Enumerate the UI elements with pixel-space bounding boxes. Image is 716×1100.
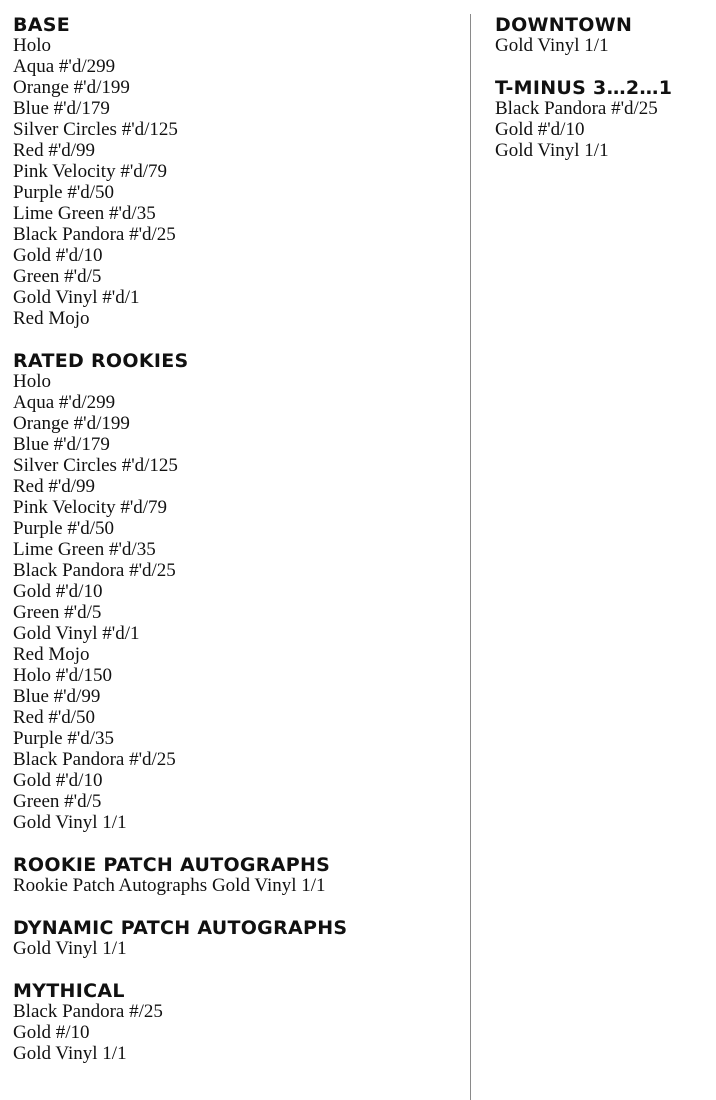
list-item: Gold #'d/10 <box>495 119 585 140</box>
list-item: Silver Circles #'d/125 <box>13 119 178 140</box>
section-rookie-patch-autographs <box>13 854 453 896</box>
list-item: Gold Vinyl 1/1 <box>13 812 127 833</box>
left-column <box>13 14 453 1085</box>
list-item: Green #'d/5 <box>13 791 102 812</box>
list-item: Purple #'d/50 <box>13 182 115 203</box>
section-heading: T-MINUS 3…2…1 <box>495 77 673 99</box>
list-item: Gold Vinyl #'d/1 <box>13 287 140 308</box>
list-item: Gold Vinyl 1/1 <box>13 1043 127 1064</box>
list-item: Blue #'d/99 <box>13 686 101 707</box>
list-item: Green #'d/5 <box>13 266 102 287</box>
right-column <box>495 14 710 182</box>
list-item: Orange #'d/199 <box>13 77 130 98</box>
item-list <box>495 35 710 56</box>
list-item: Rookie Patch Autographs Gold Vinyl 1/1 <box>13 875 326 896</box>
list-item: Black Pandora #'d/25 <box>13 560 176 581</box>
list-item: Black Pandora #/25 <box>13 1001 163 1022</box>
list-item: Holo #'d/150 <box>13 665 112 686</box>
list-item: Silver Circles #'d/125 <box>13 455 178 476</box>
section-heading: ROOKIE PATCH AUTOGRAPHS <box>13 854 331 876</box>
list-item: Pink Velocity #'d/79 <box>13 497 168 518</box>
section-downtown <box>495 14 710 56</box>
list-item: Pink Velocity #'d/79 <box>13 161 168 182</box>
list-item: Black Pandora #'d/25 <box>495 98 658 119</box>
list-item: Black Pandora #'d/25 <box>13 749 176 770</box>
list-item: Blue #'d/179 <box>13 434 110 455</box>
list-item: Lime Green #'d/35 <box>13 203 156 224</box>
item-list <box>13 35 453 329</box>
section-mythical <box>13 980 453 1064</box>
item-list <box>13 1001 453 1064</box>
section-heading: DYNAMIC PATCH AUTOGRAPHS <box>13 917 348 939</box>
list-item: Gold Vinyl 1/1 <box>13 938 127 959</box>
section-rated-rookies <box>13 350 453 833</box>
list-item: Black Pandora #'d/25 <box>13 224 176 245</box>
section-base <box>13 14 453 329</box>
list-item: Holo <box>13 35 51 56</box>
list-item: Orange #'d/199 <box>13 413 130 434</box>
list-item: Aqua #'d/299 <box>13 392 116 413</box>
section-dynamic-patch-autographs <box>13 917 453 959</box>
section-heading: DOWNTOWN <box>495 14 633 36</box>
section-heading: RATED ROOKIES <box>13 350 189 372</box>
section-heading: BASE <box>13 14 71 36</box>
list-item: Purple #'d/35 <box>13 728 115 749</box>
list-item: Gold #/10 <box>13 1022 90 1043</box>
list-item: Gold Vinyl 1/1 <box>495 140 609 161</box>
section-t-minus <box>495 77 710 161</box>
column-divider <box>470 14 471 1100</box>
list-item: Red #'d/50 <box>13 707 96 728</box>
item-list <box>13 938 453 959</box>
list-item: Aqua #'d/299 <box>13 56 116 77</box>
list-item: Red Mojo <box>13 644 90 665</box>
list-item: Gold Vinyl 1/1 <box>495 35 609 56</box>
item-list <box>495 98 710 161</box>
item-list <box>13 371 453 833</box>
list-item: Gold Vinyl #'d/1 <box>13 623 140 644</box>
list-item: Gold #'d/10 <box>13 245 103 266</box>
list-item: Purple #'d/50 <box>13 518 115 539</box>
list-item: Red Mojo <box>13 308 90 329</box>
list-item: Gold #'d/10 <box>13 770 103 791</box>
list-item: Blue #'d/179 <box>13 98 110 119</box>
list-item: Gold #'d/10 <box>13 581 103 602</box>
list-item: Red #'d/99 <box>13 476 96 497</box>
list-item: Holo <box>13 371 51 392</box>
list-item: Green #'d/5 <box>13 602 102 623</box>
item-list <box>13 875 453 896</box>
list-item: Red #'d/99 <box>13 140 96 161</box>
section-heading: MYTHICAL <box>13 980 125 1002</box>
list-item: Lime Green #'d/35 <box>13 539 156 560</box>
